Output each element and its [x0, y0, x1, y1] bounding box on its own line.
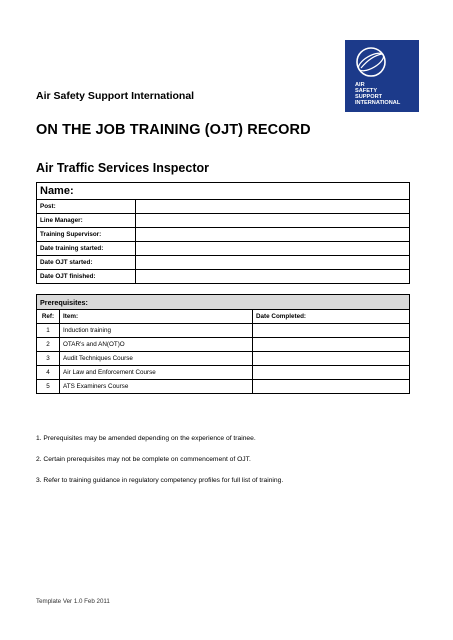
date-completed-cell[interactable] [253, 352, 410, 366]
post-value[interactable] [136, 200, 410, 214]
table-row [37, 324, 410, 338]
document-title: ON THE JOB TRAINING (OJT) RECORD [36, 122, 311, 138]
date-ojt-finished-label: Date OJT finished: [37, 270, 136, 284]
document-subtitle: Air Traffic Services Inspector [36, 161, 209, 175]
date-ojt-started-value[interactable] [136, 256, 410, 270]
ref-cell: 5 [37, 380, 60, 394]
info-row [37, 214, 410, 228]
globe-icon [355, 46, 387, 78]
item-column-header: Item: [60, 310, 253, 324]
table-row [37, 380, 410, 394]
date-ojt-started-label: Date OJT started: [37, 256, 136, 270]
item-cell: Air Law and Enforcement Course [60, 366, 253, 380]
post-label: Post: [37, 200, 136, 214]
info-row [37, 270, 410, 284]
training-supervisor-label: Training Supervisor: [37, 228, 136, 242]
ref-cell: 1 [37, 324, 60, 338]
item-cell: ATS Examiners Course [60, 380, 253, 394]
line-manager-value[interactable] [136, 214, 410, 228]
note-item: 3. Refer to training guidance in regulatory competency profiles for full list of training. [36, 477, 284, 484]
asis-logo [345, 40, 419, 112]
info-row [37, 256, 410, 270]
ref-cell: 4 [37, 366, 60, 380]
date-completed-cell[interactable] [253, 324, 410, 338]
date-training-started-label: Date training started: [37, 242, 136, 256]
line-manager-label: Line Manager: [37, 214, 136, 228]
info-row [37, 228, 410, 242]
ref-cell: 2 [37, 338, 60, 352]
prerequisites-heading: Prerequisites: [37, 295, 410, 310]
organization-name: Air Safety Support International [36, 90, 195, 102]
name-label: Name: [37, 183, 410, 200]
name-row [37, 183, 410, 200]
logo-text: AIR SAFETY SUPPORT INTERNATIONAL [355, 82, 401, 106]
ref-cell: 3 [37, 352, 60, 366]
date-completed-cell[interactable] [253, 380, 410, 394]
table-row [37, 352, 410, 366]
date-completed-cell[interactable] [253, 338, 410, 352]
item-cell: Induction training [60, 324, 253, 338]
date-completed-cell[interactable] [253, 366, 410, 380]
trainee-info-table [36, 182, 410, 284]
prerequisites-column-header-row [37, 310, 410, 324]
item-cell: OTAR’s and AN(OT)O [60, 338, 253, 352]
info-row [37, 242, 410, 256]
prerequisites-table [36, 294, 410, 394]
template-version-footer: Template Ver 1.0 Feb 2011 [36, 598, 110, 605]
table-row [37, 338, 410, 352]
training-supervisor-value[interactable] [136, 228, 410, 242]
ref-column-header: Ref: [37, 310, 60, 324]
prerequisites-heading-row [37, 295, 410, 310]
date-completed-column-header: Date Completed: [253, 310, 410, 324]
note-item: 1. Prerequisites may be amended depending on the experience of trainee. [36, 435, 256, 442]
table-row [37, 366, 410, 380]
date-ojt-finished-value[interactable] [136, 270, 410, 284]
info-row [37, 200, 410, 214]
date-training-started-value[interactable] [136, 242, 410, 256]
note-item: 2. Certain prerequisites may not be complete on commencement of OJT. [36, 456, 251, 463]
item-cell: Audit Techniques Course [60, 352, 253, 366]
